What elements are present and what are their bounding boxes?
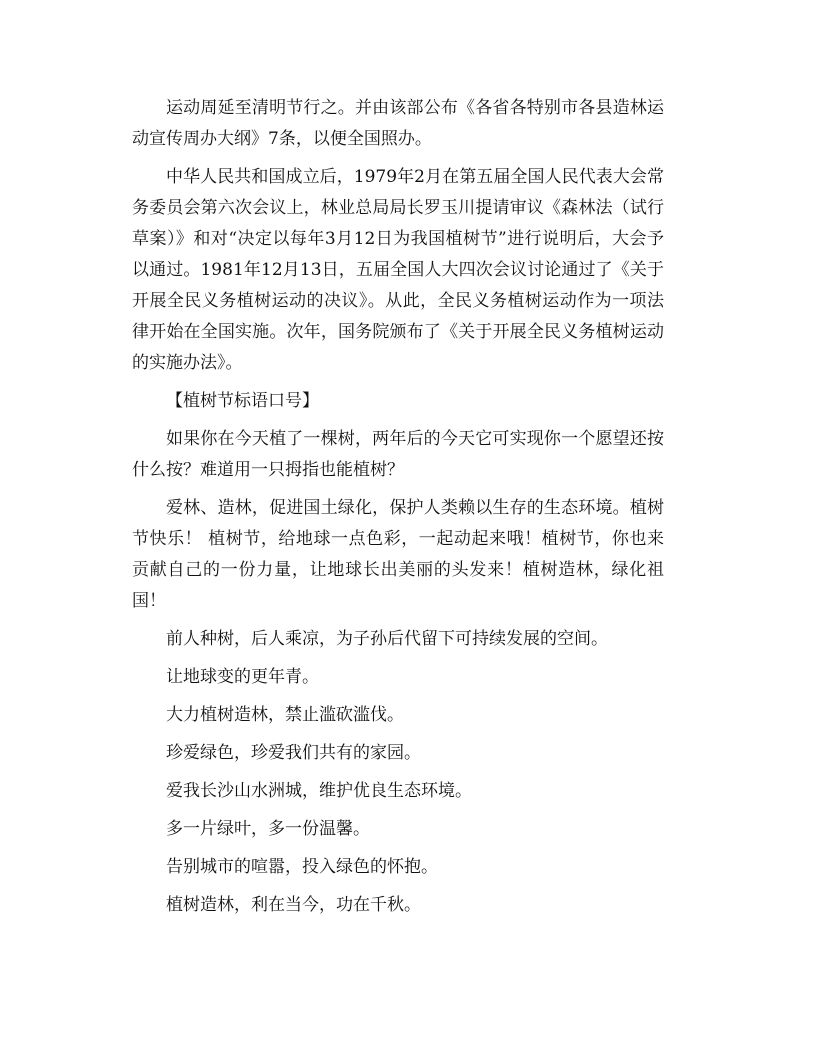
slogan-paragraph: 如果你在今天植了一棵树，两年后的今天它可实现你一个愿望还按什么按？难道用一只拇指也能植树？: [132, 429, 664, 480]
document-body: [132, 93, 664, 928]
slogan-line: 植树造林，利在当今，功在千秋。: [166, 895, 421, 915]
slogan-line: 多一片绿叶，多一份温馨。: [166, 819, 370, 839]
paragraph-history-1: 运动周延至清明节行之。并由该部公布《各省各特别市各县造林运动宣传周办大纲》7条，以便全国照办。: [132, 98, 664, 149]
slogan-line: 告别城市的喧嚣，投入绿色的怀抱。: [166, 857, 438, 877]
slogan-paragraph: 爱林、造林，促进国土绿化，保护人类赖以生存的生态环境。植树节快乐！ 植树节，给地球一点色彩，一起动起来哦！植树节，你也来贡献自己的一份力量，让地球长出美丽的头发来！植树造林，绿化祖国！: [132, 498, 664, 611]
section-heading-slogans: 【植树节标语口号】: [166, 391, 319, 411]
slogan-line: 前人种树，后人乘凉，为子孙后代留下可持续发展的空间。: [166, 629, 608, 649]
slogan-line: 大力植树造林，禁止滥砍滥伐。: [166, 705, 404, 725]
slogan-line: 珍爱绿色，珍爱我们共有的家园。: [166, 743, 421, 763]
slogan-line: 爱我长沙山水洲城，维护优良生态环境。: [166, 781, 472, 801]
slogan-line: 让地球变的更年青。: [166, 667, 319, 687]
paragraph-history-2: 中华人民共和国成立后，1979年2月在第五届全国人民代表大会常务委员会第六次会议上，林业总局局长罗玉川提请审议《森林法（试行草案）》和对“决定以每年3月12日为我国植树节”进行说明后，大会予以通过。1981年12月13日，五届全国人大四次会议讨论通过了《关于开展全民义务植树运动的决议》。从此，全民义务植树运动作为一项法律开始在全国实施。次年，国务院颁布了《关于开展全民义务植树运动的实施办法》。: [132, 167, 664, 373]
